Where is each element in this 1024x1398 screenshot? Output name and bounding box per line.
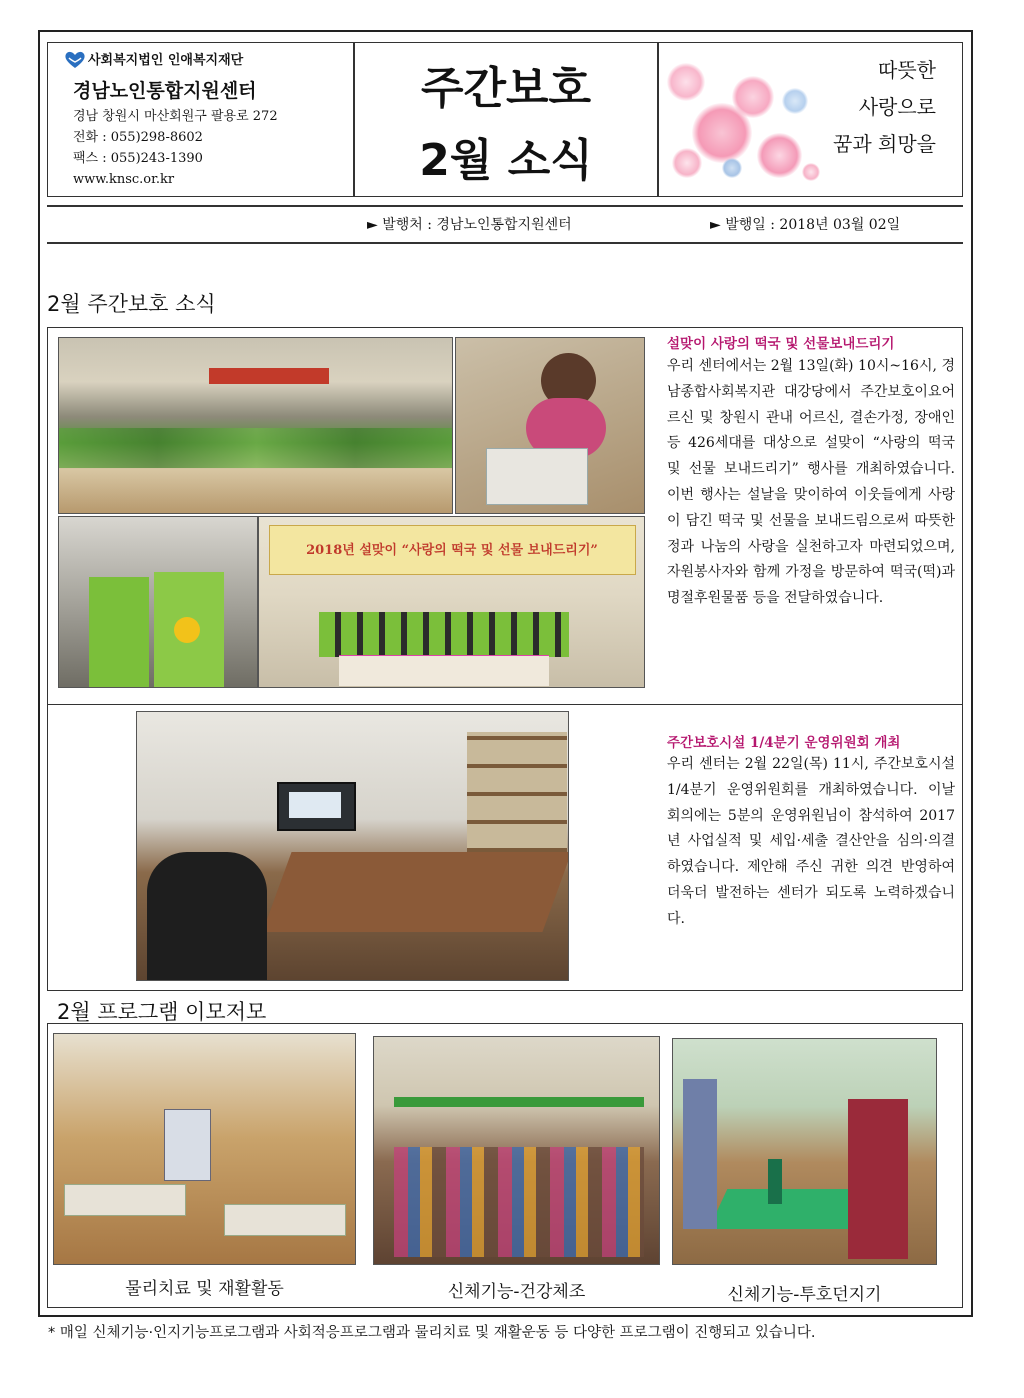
org-phone: 전화 : 055)298-8602 bbox=[73, 130, 203, 145]
article2-title: 주간보호시설 1/4분기 운영위원회 개최 bbox=[667, 735, 901, 751]
heart-hands-icon bbox=[63, 50, 87, 70]
header-divider-2 bbox=[657, 42, 659, 197]
photo-event-hall bbox=[58, 337, 453, 514]
org-address: 경남 창원시 마산회원구 팔용로 272 bbox=[73, 109, 278, 124]
article1-title: 설맞이 사랑의 떡국 및 선물보내드리기 bbox=[667, 336, 895, 352]
org-parent: 사회복지법인 인애복지재단 bbox=[88, 53, 244, 68]
photo-packing-gifts bbox=[455, 337, 645, 514]
photo-volunteers bbox=[58, 516, 258, 688]
newsletter-title-line2: 2월 소식 bbox=[419, 135, 593, 186]
org-website[interactable]: www.knsc.or.kr bbox=[73, 172, 175, 187]
newsletter-title-line1: 주간보호 bbox=[420, 63, 591, 114]
photo-tuho-throwing bbox=[672, 1038, 937, 1265]
photo-committee-meeting bbox=[136, 711, 569, 981]
slogan-line2: 사랑으로 bbox=[858, 95, 936, 119]
meta-bottom-rule bbox=[47, 242, 963, 244]
photo-health-exercise bbox=[373, 1036, 660, 1265]
org-fax: 팩스 : 055)243-1390 bbox=[73, 151, 203, 166]
caption-tuho-throwing: 신체기능-투호던지기 bbox=[727, 1285, 882, 1305]
section-title-programs: 2월 프로그램 이모저모 bbox=[57, 1000, 267, 1024]
caption-health-exercise: 신체기능-건강체조 bbox=[447, 1282, 586, 1302]
article2-body: 우리 센터는 2월 22일(목) 11시, 주간보호시설 1/4분기 운영위원회를 개최하였습니다. 이날 회의에는 5분의 운영위원님이 참석하여 2017년 사업실적 및 세입·세출 결산안을 심의·의결하였습니다. 제안해 주신 귀한 의견 반영하여 더욱더 발전하는 센터가 되도록 노력하겠습니다. bbox=[667, 756, 955, 927]
event-banner-text: 2018년 설맞이 “사랑의 떡국 및 선물 보내드리기” bbox=[306, 543, 598, 558]
footnote: * 매일 신체기능·인지기능프로그램과 사회적응프로그램과 물리치료 및 재활운동 등 다양한 프로그램이 진행되고 있습니다. bbox=[48, 1325, 816, 1341]
publisher: ► 발행처 : 경남노인통합지원센터 bbox=[367, 217, 572, 233]
meta-top-rule bbox=[47, 205, 963, 207]
slogan-line1: 따뜻한 bbox=[878, 58, 936, 82]
article1-body: 우리 센터에서는 2월 13일(화) 10시~16시, 경남종합사회복지관 대강당에서 주간보호이요어르신 및 창원시 관내 어르신, 결손가정, 장애인 등 426세대를 대상으로 설맞이 “사랑의 떡국 및 선물 보내드리기” 행사를 개최하였습니다. 이번 행사는 설날을 맞이하여 이웃들에게 사랑이 담긴 떡국 및 선물을 보내드림으로써 따뜻한 정과 나눔의 사랑을 실천하고자 마련되었으며, 자원봉사자와 함께 가정을 방문하여 떡국(떡)과 명절후원물품 등을 전달하였습니다. bbox=[667, 358, 955, 607]
caption-physical-therapy: 물리치료 및 재활활동 bbox=[125, 1279, 284, 1299]
slogan-line3: 꿈과 희망을 bbox=[833, 132, 936, 156]
header-divider-1 bbox=[353, 42, 355, 197]
section-title-news: 2월 주간보호 소식 bbox=[47, 292, 216, 316]
publish-date: ► 발행일 : 2018년 03월 02일 bbox=[710, 217, 901, 233]
photo-group-banner bbox=[258, 516, 645, 688]
org-name: 경남노인통합지원센터 bbox=[73, 80, 257, 102]
photo-physical-therapy bbox=[53, 1033, 356, 1265]
